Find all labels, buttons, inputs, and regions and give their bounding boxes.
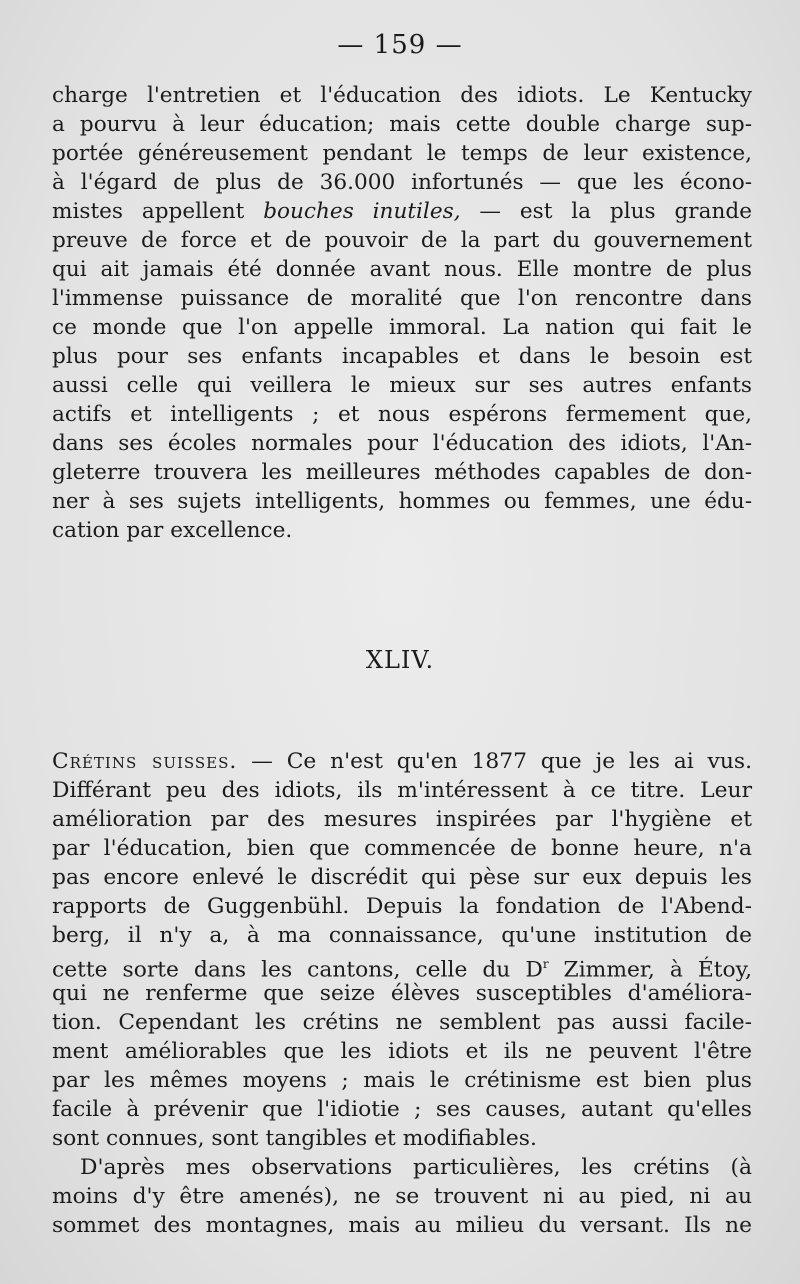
text-line: rapports de Guggenbühl. Depuis la fondation de l'Abend- <box>52 894 752 919</box>
text-span: cette sorte dans les cantons, celle du D <box>52 957 543 983</box>
text-line: ner à ses sujets intelligents, hommes ou femmes, une édu- <box>52 489 752 514</box>
text-line <box>52 747 752 776</box>
text-line: ce monde que l'on appelle immoral. La nation qui fait le <box>52 315 752 340</box>
text-line: cation par excellence. <box>52 518 293 543</box>
text-line: sommet des montagnes, mais au milieu du versant. Ils ne <box>52 1213 752 1238</box>
text-line: tion. Cependant les crétins ne semblent pas aussi facile- <box>52 1010 752 1035</box>
text-span: — est la plus grande <box>460 199 752 224</box>
text-line: sont connues, sont tangibles et modifiables. <box>52 1126 537 1151</box>
page-number: — 159 — <box>337 30 463 60</box>
text-span: Zimmer, à Étoy, <box>548 957 752 983</box>
paragraph-1 <box>52 81 752 545</box>
text-line: par l'éducation, bien que commencée de bonne heure, n'a <box>52 836 752 861</box>
text-line: pas encore enlevé le discrédit qui pèse sur eux depuis les <box>52 865 752 890</box>
text-line: facile à prévenir que l'idiotie ; ses causes, autant qu'elles <box>52 1097 752 1122</box>
text-line: portée généreusement pendant le temps de leur existence, <box>52 141 752 166</box>
section-lead: Crétins suisses. <box>52 749 238 774</box>
superscript: r <box>542 957 549 971</box>
text-line: qui ne renferme que seize élèves susceptibles d'améliora- <box>52 981 752 1006</box>
text-line: qui ait jamais été donnée avant nous. Elle montre de plus <box>52 257 752 282</box>
text-span: — Ce n'est qu'en 1877 que je les ai vus. <box>237 749 753 774</box>
text-line: à l'égard de plus de 36.000 infortunés — que les écono- <box>52 170 752 195</box>
italic-phrase: bouches inutiles, <box>263 199 461 224</box>
text-line: plus pour ses enfants incapables et dans le besoin est <box>52 344 752 369</box>
text-line: Différant peu des idiots, ils m'intéressent à ce titre. Leur <box>52 778 752 803</box>
text-line: a pourvu à leur éducation; mais cette double charge sup- <box>52 112 752 137</box>
text-line: actifs et intelligents ; et nous espérons fermement que, <box>52 402 752 427</box>
paragraph-3 <box>52 1153 752 1240</box>
section-heading: XLIV. <box>365 646 435 674</box>
text-line: gleterre trouvera les meilleures méthodes capables de don- <box>52 460 752 485</box>
text-span: mistes appellent <box>52 199 264 224</box>
text-line: dans ses écoles normales pour l'éducation des idiots, l'An- <box>52 431 752 456</box>
text-line: moins d'y être amenés), ne se trouvent ni au pied, ni au <box>52 1184 752 1209</box>
text-line: par les mêmes moyens ; mais le crétinisme est bien plus <box>52 1068 752 1093</box>
text-line: ment améliorables que les idiots et ils ne peuvent l'être <box>52 1039 752 1064</box>
text-line: berg, il n'y a, à ma connaissance, qu'une institution de <box>52 923 752 948</box>
text-line: charge l'entretien et l'éducation des idiots. Le Kentucky <box>52 83 752 108</box>
text-line: aussi celle qui veillera le mieux sur ses autres enfants <box>52 373 752 398</box>
text-line <box>52 197 752 226</box>
text-line <box>52 950 752 983</box>
text-line: preuve de force et de pouvoir de la part du gouvernement <box>52 228 752 253</box>
paragraph-2 <box>52 747 752 1153</box>
text-line: l'immense puissance de moralité que l'on rencontre dans <box>52 286 752 311</box>
text-line: amélioration par des mesures inspirées par l'hygiène et <box>52 807 752 832</box>
text-line: D'après mes observations particulières, les crétins (à <box>80 1155 752 1180</box>
